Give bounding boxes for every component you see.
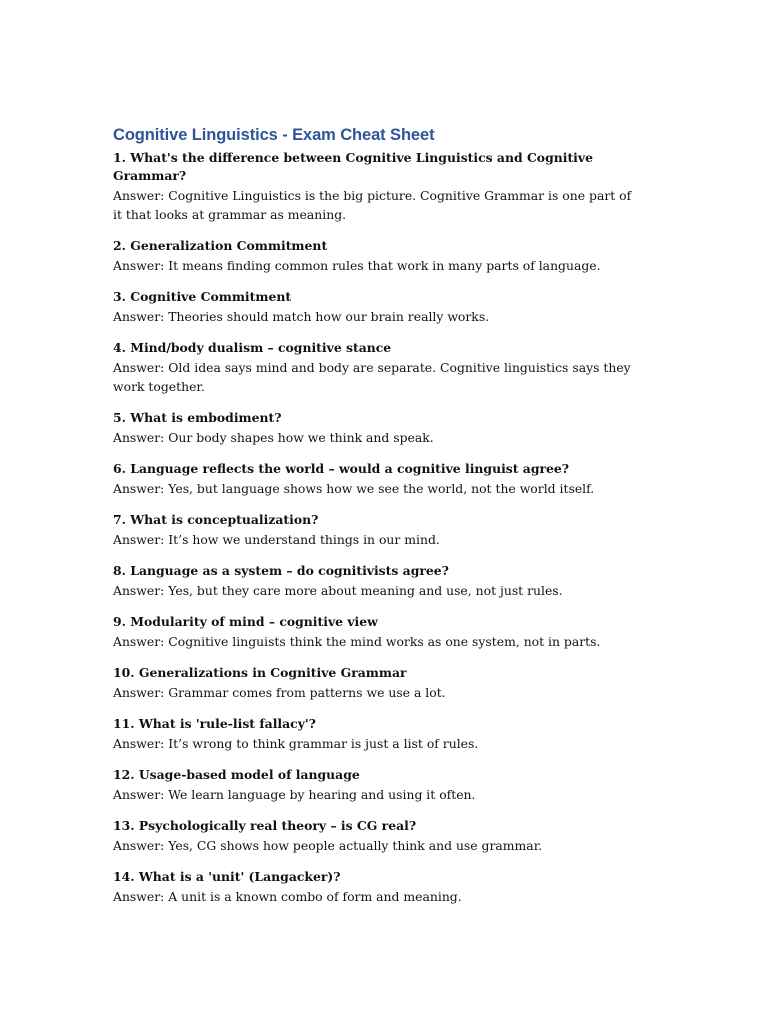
qa-item [113,817,643,855]
question-heading: 9. Modularity of mind – cognitive view [113,614,378,629]
question-heading: 11. What is 'rule-list fallacy'? [113,716,316,731]
answer-text: Answer: We learn language by hearing and using it often. [113,787,476,802]
question-heading: 3. Cognitive Commitment [113,289,292,304]
question-heading: 2. Generalization Commitment [113,238,328,253]
question-heading: 14. What is a 'unit' (Langacker)? [113,869,341,884]
document-title: Cognitive Linguistics - Exam Cheat Sheet [113,126,435,144]
answer-text: Answer: Cognitive linguists think the mind works as one system, not in parts. [113,634,601,649]
qa-item [113,511,643,549]
answer-text: Answer: It’s how we understand things in our mind. [113,532,440,547]
qa-item [113,766,643,804]
question-heading: 12. Usage-based model of language [113,767,360,782]
document-content [113,124,643,919]
qa-item [113,664,643,702]
qa-item [113,288,643,326]
qa-item [113,149,643,224]
answer-text: Answer: Old idea says mind and body are separate. Cognitive linguistics says they work together. [113,360,631,394]
qa-item [113,868,643,906]
question-heading: 10. Generalizations in Cognitive Grammar [113,665,407,680]
qa-item [113,562,643,600]
answer-text: Answer: A unit is a known combo of form and meaning. [113,889,462,904]
answer-text: Answer: It means finding common rules that work in many parts of language. [113,258,601,273]
answer-text: Answer: Yes, but language shows how we see the world, not the world itself. [113,481,595,496]
question-heading: 4. Mind/body dualism – cognitive stance [113,340,392,355]
answer-text: Answer: Yes, but they care more about meaning and use, not just rules. [113,583,563,598]
question-heading: 6. Language reflects the world – would a cognitive linguist agree? [113,461,570,476]
question-heading: 8. Language as a system – do cognitivists agree? [113,563,449,578]
qa-item [113,409,643,447]
question-heading: 1. What's the difference between Cognitive Linguistics and Cognitive Grammar? [113,150,593,183]
answer-text: Answer: Our body shapes how we think and speak. [113,430,434,445]
question-heading: 7. What is conceptualization? [113,512,319,527]
qa-list [113,149,643,906]
answer-text: Answer: Grammar comes from patterns we use a lot. [113,685,446,700]
qa-item [113,613,643,651]
qa-item [113,460,643,498]
qa-item [113,715,643,753]
qa-item [113,339,643,396]
answer-text: Answer: Yes, CG shows how people actually think and use grammar. [113,838,543,853]
question-heading: 13. Psychologically real theory – is CG real? [113,818,417,833]
answer-text: Answer: Theories should match how our brain really works. [113,309,490,324]
answer-text: Answer: Cognitive Linguistics is the big picture. Cognitive Grammar is one part of it that looks at grammar as meaning. [113,188,632,222]
answer-text: Answer: It’s wrong to think grammar is just a list of rules. [113,736,479,751]
question-heading: 5. What is embodiment? [113,410,282,425]
qa-item [113,237,643,275]
